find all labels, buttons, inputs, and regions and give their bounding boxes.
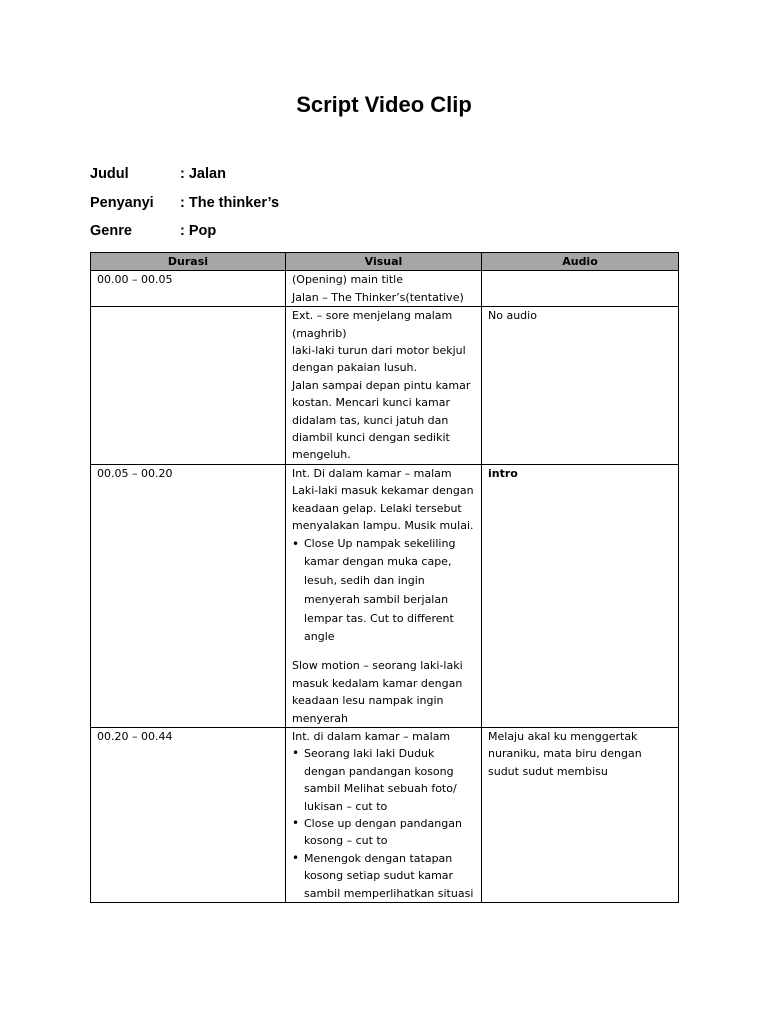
meta-judul [90, 166, 226, 182]
meta-key: Genre [90, 223, 132, 239]
table-row [91, 464, 679, 727]
table-row [91, 307, 679, 465]
visual-scene: Int. di dalam kamar – malam [292, 729, 451, 743]
cell-audio [482, 271, 679, 307]
header-durasi: Durasi [91, 253, 286, 271]
cell-audio: intro [482, 464, 679, 727]
visual-line: Jalan sampai depan pintu kamar kostan. Mencari kunci kamar didalam tas, kunci jatuh dan diambil kunci dengan sedikit mengeluh. [292, 378, 471, 462]
document-title: Script Video Clip [296, 92, 472, 117]
meta-genre [90, 223, 216, 239]
cell-audio: Melaju akal ku menggertak nuraniku, mata biru dengan sudut sudut membisu [482, 727, 679, 902]
meta-key: Judul [90, 166, 129, 182]
visual-bullet: • Close Up nampak sekeliling kamar dengan muka cape, lesuh, sedih dan ingin menyerah sambil berjalan lempar tas. Cut to different angle [304, 535, 475, 648]
cell-visual [286, 307, 482, 465]
visual-line: (Opening) main title [292, 273, 403, 287]
meta-penyanyi [90, 195, 279, 211]
visual-line: Slow motion – seorang laki-laki masuk kedalam kamar dengan keadaan lesu nampak ingin menyerah [292, 659, 463, 725]
meta-key: Penyanyi [90, 195, 154, 211]
visual-bullet: • Seorang laki laki Duduk dengan pandangan kosong sambil Melihat sebuah foto/ lukisan – cut to [304, 745, 475, 815]
visual-line: Ext. – sore menjelang malam (maghrib) [292, 309, 453, 340]
meta-value: : The thinker’s [180, 195, 280, 211]
cell-durasi [91, 307, 286, 465]
visual-bullet-list [292, 745, 475, 902]
visual-bullet: • Close up dengan pandangan kosong – cut to [304, 815, 475, 850]
cell-visual [286, 727, 482, 902]
visual-line: Laki-laki masuk kekamar dengan keadaan gelap. Lelaki tersebut menyalakan lampu. Musik mulai. [292, 484, 474, 533]
header-visual: Visual [286, 253, 482, 271]
table-header-row [91, 253, 679, 271]
meta-value: : Pop [180, 223, 217, 239]
cell-audio: No audio [482, 307, 679, 465]
script-table [90, 252, 679, 903]
table-row [91, 271, 679, 307]
cell-visual [286, 464, 482, 727]
visual-scene: Int. Di dalam kamar – malam [292, 466, 452, 480]
cell-durasi: 00.20 – 00.44 [91, 727, 286, 902]
table-row [91, 727, 679, 902]
meta-value: : Jalan [180, 166, 226, 182]
header-audio: Audio [482, 253, 679, 271]
visual-bullet: • Menengok dengan tatapan kosong setiap sudut kamar sambil memperlihatkan situasi [304, 850, 475, 902]
visual-bullet-list [292, 535, 475, 648]
cell-visual [286, 271, 482, 307]
visual-line: laki-laki turun dari motor bekjul dengan pakaian lusuh. [292, 344, 466, 375]
cell-durasi: 00.00 – 00.05 [91, 271, 286, 307]
cell-durasi: 00.05 – 00.20 [91, 464, 286, 727]
visual-line: Jalan – The Thinker’s(tentative) [292, 290, 464, 304]
